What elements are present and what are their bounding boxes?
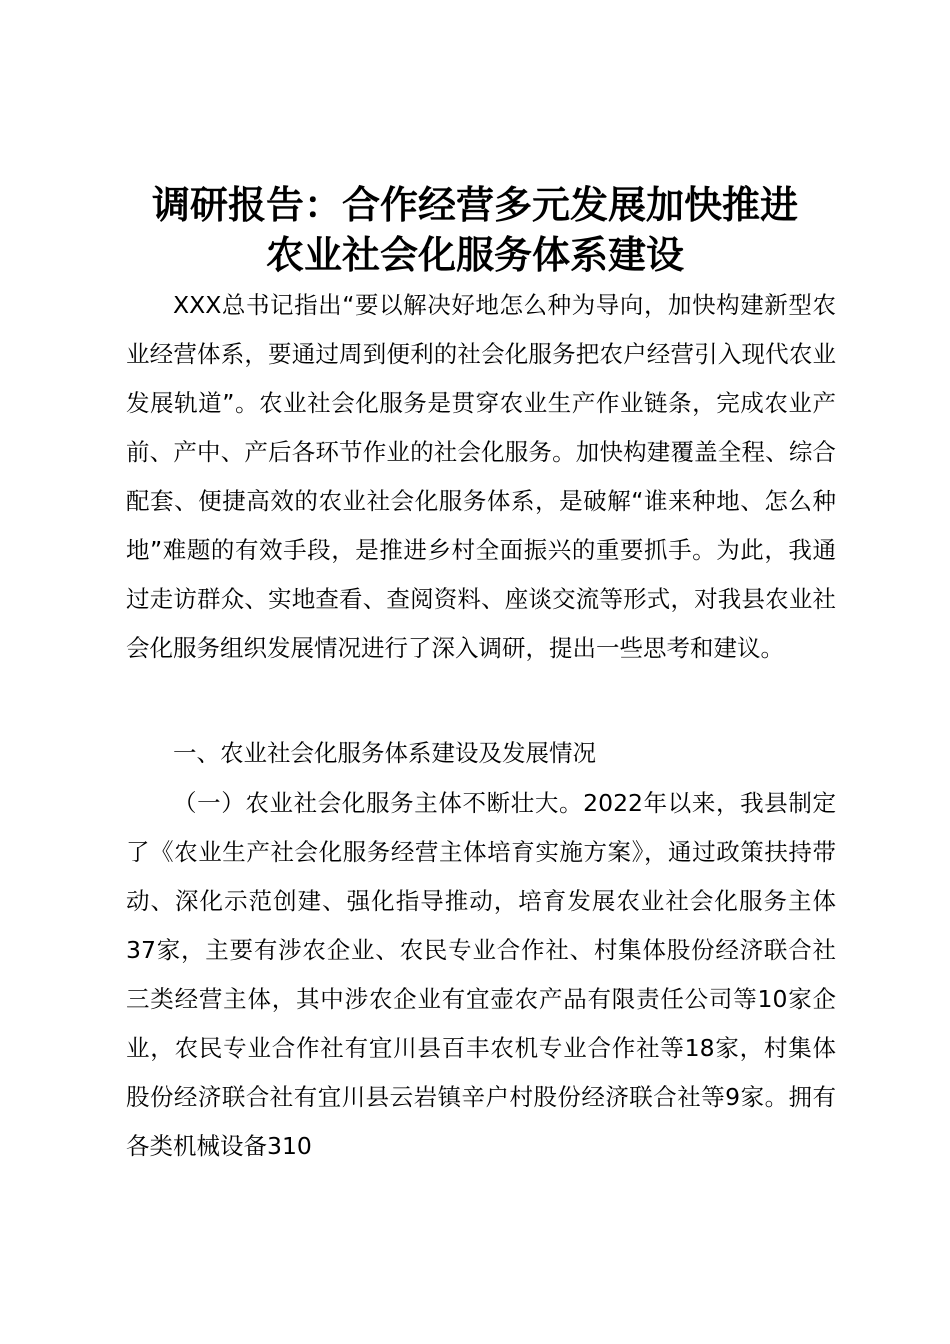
section-1-paragraph-1: （一）农业社会化服务主体不断壮大。2022年以来，我县制定了《农业生产社会化服务经营主体培育实施方案》，通过政策扶持带动、深化示范创建、强化指导推动，培育发展农业社会化服务主体37家，主要有涉农企业、农民专业合作社、村集体股份经济联合社三类经营主体，其中涉农企业有宜壶农产品有限责任公司等10家企业，农民专业合作社有宜川县百丰农机专业合作社等18家，村集体股份经济联合社有宜川县云岩镇辛户村股份经济联合社等9家。拥有各类机械设备310 (126, 789, 836, 1160)
document-title-line-2: 农业社会化服务体系建设 (265, 233, 684, 277)
document-title-line-1: 调研报告：合作经营多元发展加快推进 (151, 183, 798, 227)
section-heading-1: 一、农业社会化服务体系建设及发展情况 (173, 739, 596, 767)
intro-paragraph: XXX总书记指出“要以解决好地怎么种为导向，加快构建新型农业经营体系，要通过周到便利的社会化服务把农户经营引入现代农业发展轨道”。农业社会化服务是贯穿农业生产作业链条，完成农业产前、产中、产后各环节作业的社会化服务。加快构建覆盖全程、综合配套、便捷高效的农业社会化服务体系，是破解“谁来种地、怎么种地”难题的有效手段，是推进乡村全面振兴的重要抓手。为此，我通过走访群众、实地查看、查阅资料、座谈交流等形式，对我县农业社会化服务组织发展情况进行了深入调研，提出一些思考和建议。 (126, 291, 836, 662)
